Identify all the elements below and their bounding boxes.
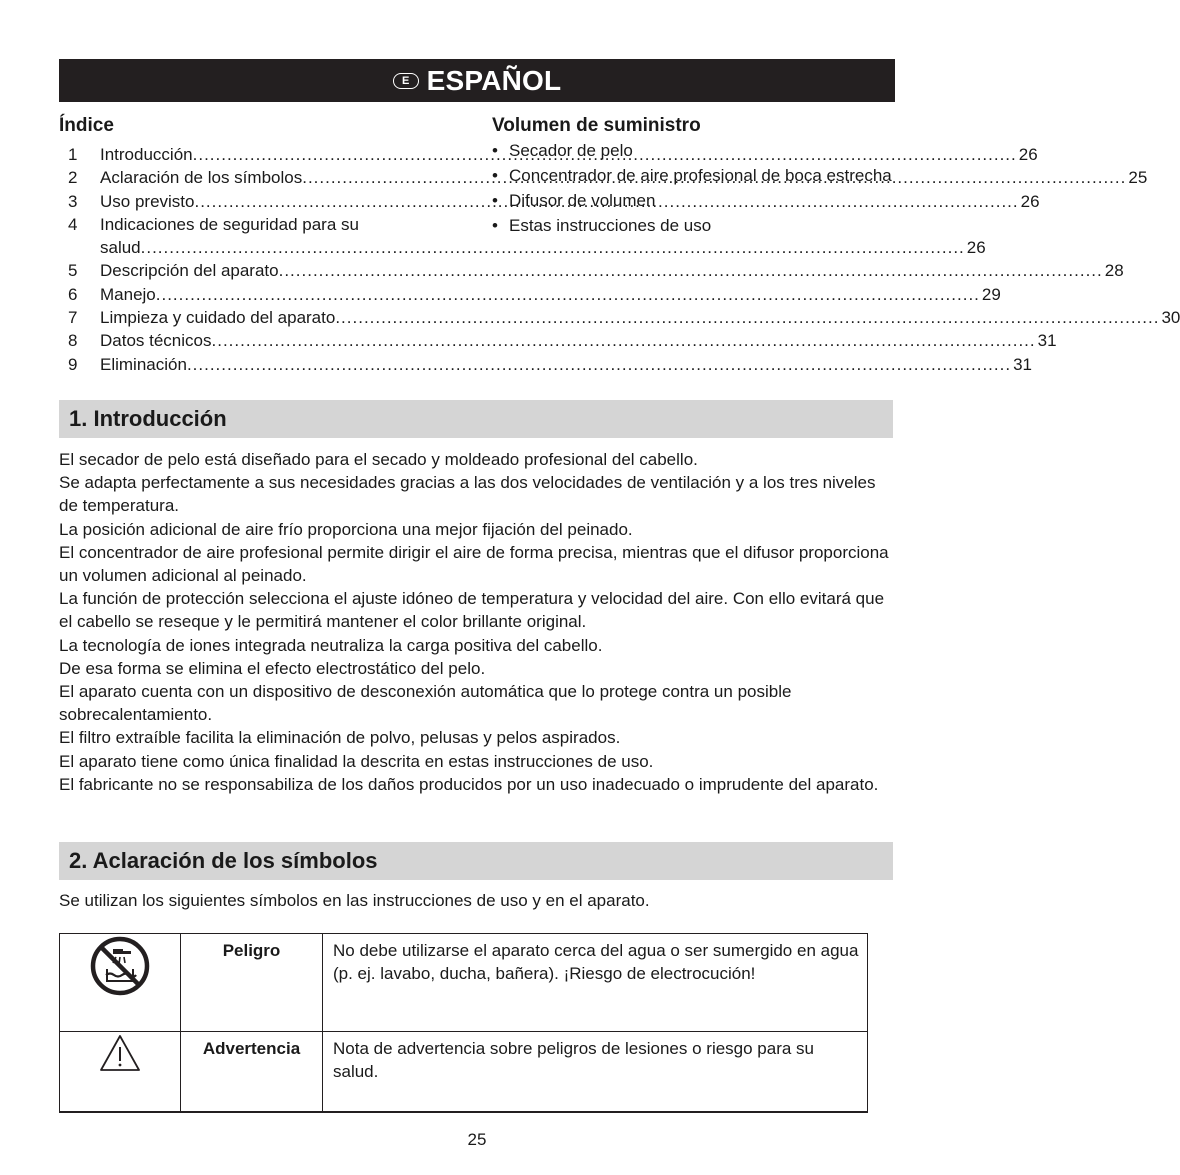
- paragraph: El aparato tiene como única finalidad la descrita en estas instrucciones de uso.: [59, 751, 654, 771]
- toc-leader: [279, 259, 1103, 282]
- bullet-icon: •: [492, 191, 498, 210]
- toc-item-number: 6: [68, 284, 78, 304]
- toc-leader: [187, 353, 1011, 376]
- toc-item-page: 26: [966, 238, 986, 258]
- no-water-icon: [89, 935, 151, 997]
- symbol-description: No debe utilizarse el aparato cerca del agua o ser sumergido en agua (p. ej. lavabo, ducha, bañera). ¡Riesgo de electrocución!: [323, 934, 868, 1032]
- toc-item-page: 29: [981, 284, 1001, 304]
- toc-item-number: 3: [68, 191, 78, 211]
- section-heading-introduction: 1. Introducción: [59, 400, 893, 438]
- supply-contents: [492, 115, 892, 239]
- toc-item-page: 31: [1013, 354, 1032, 374]
- paragraph: El aparato cuenta con un dispositivo de desconexión automática que lo protege contra un posible sobrecalentamiento.: [59, 682, 792, 725]
- paragraph: Se adapta perfectamente a sus necesidades gracias a las dos velocidades de ventilación y a los tres niveles de temperatura.: [59, 473, 876, 516]
- bullet-icon: •: [492, 166, 498, 185]
- toc-item-title: Descripción del aparato: [100, 261, 279, 281]
- paragraph: La posición adicional de aire frío proporciona una mejor fijación del peinado.: [59, 519, 633, 539]
- symbols-intro: [59, 889, 899, 912]
- toc-item-number: 7: [68, 308, 78, 328]
- list-item: [492, 139, 892, 163]
- paragraph: El concentrador de aire profesional permite dirigir el aire de forma precisa, mientras que el difusor proporciona un volumen adicional al peinado.: [59, 542, 889, 586]
- paragraph: Se utilizan los siguientes símbolos en las instrucciones de uso y en el aparato.: [59, 891, 650, 910]
- supply-heading: Volumen de suministro: [492, 115, 701, 136]
- toc-leader: [141, 236, 965, 259]
- supply-list: [492, 139, 892, 238]
- symbols-table: [59, 933, 868, 1113]
- list-item-text: Secador de pelo: [509, 141, 633, 160]
- toc-item-title: Eliminación: [100, 354, 187, 374]
- toc-item-page: 31: [1037, 331, 1057, 351]
- toc-item-title: Manejo: [100, 284, 156, 304]
- toc-item-number: 4: [68, 214, 78, 234]
- toc-item[interactable]: [59, 353, 1032, 376]
- paragraph: El filtro extraíble facilita la eliminación de polvo, pelusas y pelos aspirados.: [59, 728, 621, 748]
- toc-leader: [335, 306, 1159, 329]
- toc-item-title: Introducción: [100, 145, 193, 164]
- toc-item-number: 9: [68, 354, 78, 374]
- toc-item-page: 28: [1104, 261, 1124, 281]
- list-item: [492, 214, 892, 238]
- paragraph: La función de protección selecciona el ajuste idóneo de temperatura y velocidad del aire. Con ello evitará que el cabello se reseque y le permitirá mantener el color brillante original.: [59, 589, 885, 632]
- symbol-description: Nota de advertencia sobre peligros de lesiones o riesgo para su salud.: [323, 1032, 868, 1113]
- paragraph: El secador de pelo está diseñado para el secado y moldeado profesional del cabello.: [59, 450, 698, 469]
- toc-item[interactable]: [59, 329, 1057, 352]
- paragraph: El fabricante no se responsabiliza de los daños producidos por un uso inadecuado o imprudente del aparato.: [59, 774, 879, 794]
- bullet-icon: •: [492, 141, 498, 160]
- toc-item-page: 26: [1018, 145, 1038, 164]
- toc-item-number: 1: [68, 145, 78, 164]
- table-row: [60, 1032, 868, 1113]
- toc-item-title: Limpieza y cuidado del aparato: [100, 308, 336, 328]
- introduction-body: [59, 448, 899, 796]
- symbol-cell: [60, 1032, 181, 1113]
- language-code-badge: E: [393, 73, 419, 89]
- toc-item-title-line1: Indicaciones de seguridad para su: [100, 214, 359, 234]
- toc-item-title: Uso previsto: [100, 191, 195, 211]
- toc-item-page: 25: [1128, 168, 1148, 188]
- symbol-cell: [60, 934, 181, 1032]
- section-heading-symbols: 2. Aclaración de los símbolos: [59, 842, 893, 880]
- toc-item-number: 5: [68, 261, 78, 281]
- symbol-label: Advertencia: [181, 1032, 323, 1113]
- bullet-icon: •: [492, 216, 498, 235]
- paragraph: La tecnología de iones integrada neutraliza la carga positiva del cabello.: [59, 635, 603, 655]
- toc-item-page: 26: [1020, 191, 1040, 211]
- table-row: [60, 934, 868, 1032]
- list-item-text: Concentrador de aire profesional de boca estrecha: [509, 166, 892, 185]
- symbol-label: Peligro: [181, 934, 323, 1032]
- toc-item-title-line2: salud: [100, 238, 141, 258]
- toc-item-title: Datos técnicos: [100, 331, 212, 351]
- toc-item-number: 8: [68, 331, 78, 351]
- toc-heading: Índice: [59, 115, 114, 136]
- toc-item-title: Aclaración de los símbolos: [100, 168, 303, 188]
- page-title: ESPAÑOL: [426, 64, 562, 96]
- toc-leader: [212, 329, 1036, 352]
- toc-item-page: 30: [1161, 308, 1180, 328]
- toc-item[interactable]: [59, 259, 1124, 282]
- toc-item-number: 2: [68, 168, 78, 188]
- list-item: [492, 164, 892, 188]
- paragraph: De esa forma se elimina el efecto electrostático del pelo.: [59, 658, 486, 678]
- toc-item[interactable]: [59, 306, 1180, 329]
- warning-triangle-icon: [98, 1033, 142, 1073]
- toc-leader: [156, 283, 980, 306]
- toc-item[interactable]: [59, 283, 1001, 306]
- list-item-text: Difusor de volumen: [509, 191, 656, 210]
- list-item: [492, 189, 892, 213]
- list-item-text: Estas instrucciones de uso: [509, 216, 712, 235]
- page-number: 25: [467, 1130, 487, 1149]
- language-banner: [59, 59, 895, 102]
